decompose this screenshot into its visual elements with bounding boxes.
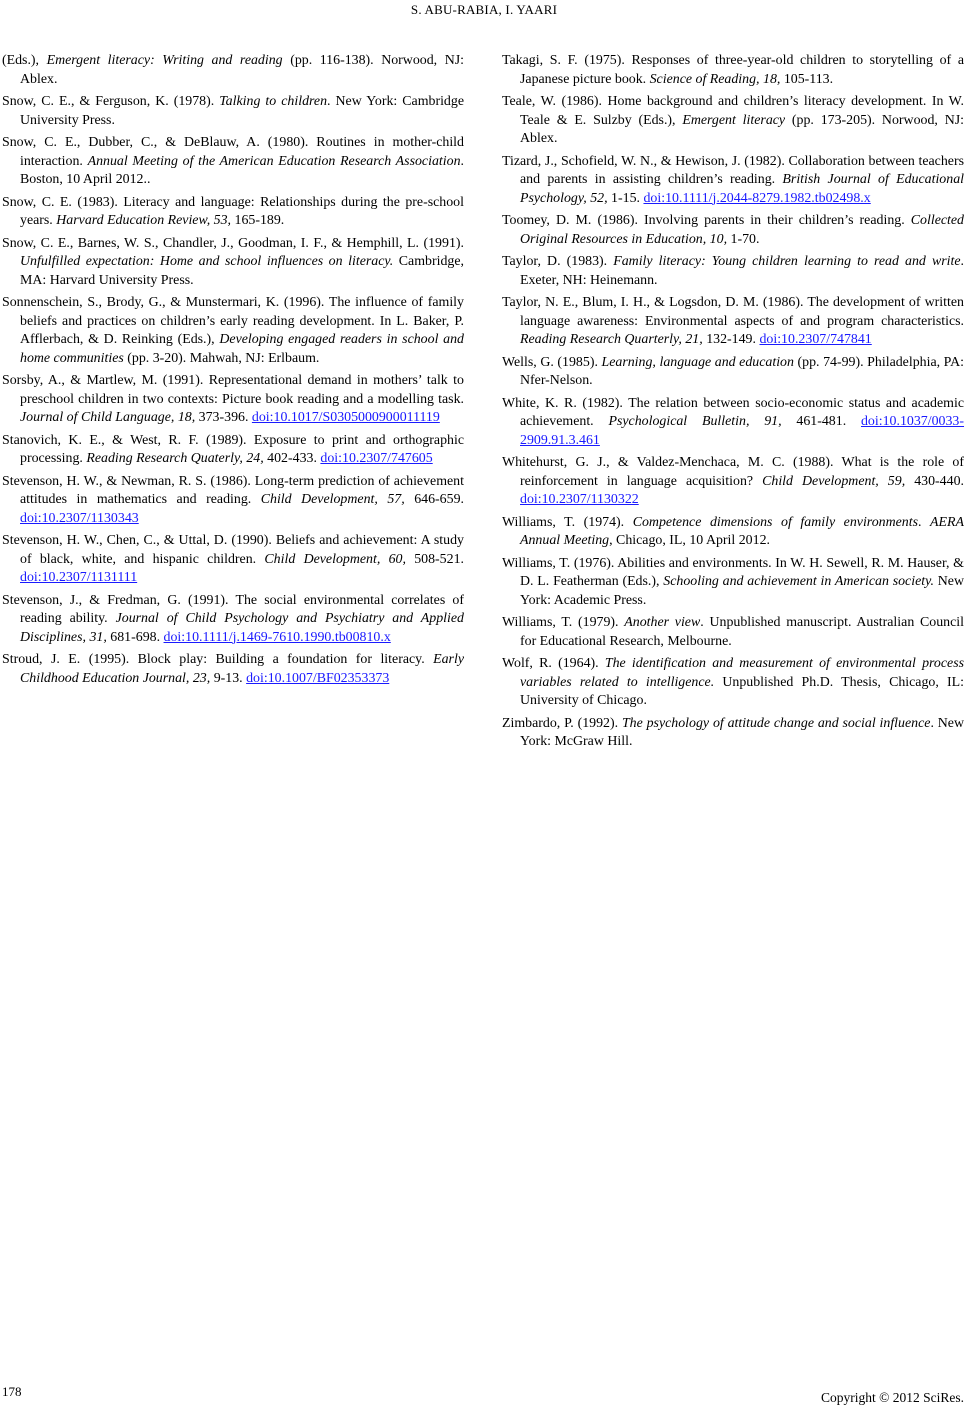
reference-source-title: Science of Reading, 18, [649, 71, 781, 87]
reference-source-title: Competence dimensions of family environments [632, 514, 918, 530]
reference-text: 105-113. [780, 71, 834, 87]
doi-link[interactable]: doi:10.1037/0033-2909.91.3.461 [520, 414, 965, 448]
reference-text: . New York: McGraw Hill. [520, 715, 964, 749]
reference-entry [2, 592, 464, 648]
reference-source-title: Emergent literacy [682, 112, 786, 128]
reference-text: Sonnenschein, S., Brody, G., & Munstermari, K. (1996). The influence of family beliefs and practices on children’s early reading development. In L. Baker, P. Afflerbach, & D. Reinking (Eds.), [2, 295, 464, 347]
reference-entry [502, 395, 964, 451]
reference-entry [502, 294, 964, 350]
reference-text: Williams, T. (1976). Abilities and environments. In W. H. Sewell, R. M. Hauser, & D. L. Featherman (Eds.), [502, 555, 964, 589]
reference-text: Unpublished Ph.D. Thesis, Chicago, IL: University of Chicago. [520, 674, 964, 708]
reference-text: 646-659. [404, 492, 464, 507]
reference-text: 132-149. [702, 332, 760, 347]
reference-text: Cambridge, MA: Harvard University Press. [20, 254, 464, 288]
doi-link[interactable]: doi:10.1111/j.1469-7610.1990.tb00810.x [163, 629, 391, 645]
reference-text: Williams, T. (1974). [502, 514, 633, 530]
reference-text: Wells, G. (1985). [502, 354, 602, 370]
reference-text: Stevenson, J., & Fredman, G. (1991). The social environmental correlates of reading ability. [2, 592, 464, 626]
reference-source-title: Child Development, 57, [260, 492, 405, 507]
reference-text: Snow, C. E., Barnes, W. S., Chandler, J., Goodman, I. F., & Hemphill, L. (1991). [2, 235, 464, 251]
reference-text: Tizard, J., Schofield, W. N., & Hewison, J. (1982). Collaboration between teachers and parents in assisting children’s reading. [502, 153, 964, 187]
doi-link[interactable]: doi:10.2307/1131111 [20, 570, 138, 585]
reference-source-title: Psychological Bulletin, 91, [608, 414, 782, 429]
reference-entry [2, 194, 464, 231]
doi-link[interactable]: doi:10.2307/1130343 [20, 510, 139, 526]
copyright-notice: Copyright © 2012 SciRes. [820, 1390, 964, 1405]
reference-text: 9-13. [210, 670, 247, 686]
reference-text: Snow, C. E., Dubber, C., & DeBlauw, A. (1980). Routines in mother-child interaction. [2, 135, 464, 169]
reference-text: . New York: Cambridge University Press. [20, 94, 464, 128]
reference-entry [502, 715, 964, 752]
reference-entry [502, 655, 964, 711]
references-right-column [502, 52, 964, 756]
reference-entry [2, 473, 464, 529]
reference-source-title: Family literacy: Young children learning to read and write [613, 254, 961, 269]
reference-text: Stevenson, H. W., & Newman, R. S. (1986). Long-term prediction of achievement attitudes in mathematics and reading. [2, 473, 464, 507]
reference-entry [502, 614, 964, 651]
reference-text: (Eds.), [2, 53, 47, 68]
reference-source-title: Learning, language and education [601, 354, 794, 370]
reference-source-title: Child Development, 60, [264, 551, 406, 567]
reference-text: . [918, 514, 931, 530]
reference-text: Zimbardo, P. (1992). [502, 715, 622, 731]
reference-text: . Unpublished manuscript. Australian Council for Educational Research, Melbourne. [520, 615, 964, 649]
reference-text: Stevenson, H. W., Chen, C., & Uttal, D. (1990). Beliefs and achievement: A study of black, white, and hispanic children. [2, 533, 464, 567]
reference-text: Takagi, S. F. (1975). Responses of three-year-old children to storytelling of a Japanese picture book. [502, 53, 964, 87]
reference-text: Stanovich, K. E., & West, R. F. (1989). Exposure to print and orthographic processing. [2, 432, 464, 466]
reference-entry [2, 294, 464, 368]
reference-source-title: Child Development, 59, [762, 473, 906, 489]
reference-source-title: Another view [624, 615, 701, 630]
reference-entry [2, 372, 464, 428]
reference-source-title: Collected Original Resources in Education, 10, [520, 213, 964, 247]
reference-entry [2, 134, 464, 190]
doi-link[interactable]: doi:10.1017/S0305000900011119 [251, 410, 440, 425]
reference-text: (pp. 173-205). Norwood, NJ: Ablex. [520, 112, 964, 146]
reference-text: White, K. R. (1982). The relation between socio-economic status and academic achievement. [502, 395, 964, 429]
reference-source-title: Journal of Child Psychology and Psychiatry and Applied Disciplines, 31, [20, 611, 464, 645]
reference-entry [502, 354, 964, 391]
reference-text: Williams, T. (1979). [502, 615, 625, 630]
doi-link[interactable]: doi:10.1007/BF02353373 [246, 670, 390, 686]
reference-text: 1-15. [607, 190, 644, 206]
reference-text: , Chicago, IL, 10 April 2012. [609, 533, 770, 548]
reference-source-title: Early Childhood Education Journal, 23, [20, 652, 464, 686]
reference-text: Sorsby, A., & Martlew, M. (1991). Representational demand in mothers’ talk to preschool children in two contexts: Picture book reading and a modelling task. [2, 373, 464, 407]
page-number: 178 [2, 1384, 22, 1399]
reference-entry [502, 52, 964, 89]
reference-text: (pp. 116-138). Norwood, NJ: Ablex. [20, 53, 464, 87]
reference-source-title: Developing engaged readers in school and home communities [20, 332, 465, 366]
doi-link[interactable]: doi:10.1111/j.2044-8279.1982.tb02498.x [643, 190, 871, 206]
reference-entry [2, 52, 464, 89]
reference-entry [502, 555, 964, 611]
doi-link[interactable]: doi:10.2307/747605 [320, 451, 433, 466]
reference-text: Teale, W. (1986). Home background and children’s literacy development. In W. Teale & E. Sulzby (Eds.), [502, 94, 964, 128]
reference-text: (pp. 74-99). Philadelphia, PA: Nfer-Nelson. [520, 354, 965, 388]
reference-source-title: Harvard Education Review, 53, [56, 213, 232, 228]
reference-source-title: Annual Meeting of the American Education Research Association [87, 153, 461, 169]
reference-entry [502, 153, 964, 209]
reference-entry [502, 454, 964, 510]
references-left-column [2, 52, 464, 692]
reference-text: Stroud, J. E. (1995). Block play: Building a foundation for literacy. [2, 652, 434, 667]
reference-source-title: The psychology of attitude change and social influence [621, 715, 931, 731]
reference-text: 461-481. [781, 414, 861, 429]
reference-text: New York: Academic Press. [520, 574, 965, 608]
reference-text: 681-698. [106, 629, 164, 645]
reference-entry [2, 235, 464, 291]
reference-entry [502, 212, 964, 249]
reference-source-title: Journal of Child Language, 18, [20, 410, 196, 425]
reference-source-title: Schooling and achievement in American society. [663, 574, 934, 589]
reference-source-title: British Journal of Educational Psychology, 52, [520, 172, 965, 206]
reference-text: Taylor, N. E., Blum, I. H., & Logsdon, D. M. (1986). The development of written language awareness: Environmental aspects of and program characteristics. [502, 295, 964, 329]
reference-source-title: Unfulfilled expectation: Home and school influences on literacy. [20, 254, 394, 269]
reference-entry [2, 532, 464, 588]
reference-text: Snow, C. E., & Ferguson, K. (1978). [2, 94, 220, 109]
reference-source-title: Emergent literacy: Writing and reading [46, 53, 283, 68]
reference-entry [502, 93, 964, 149]
reference-text: Snow, C. E. (1983). Literacy and language: Relationships during the pre-school years. [2, 194, 464, 228]
reference-text: . Exeter, NH: Heinemann. [520, 254, 964, 288]
running-header: S. ABU-RABIA, I. YAARI [410, 2, 558, 17]
reference-text: Whitehurst, G. J., & Valdez-Menchaca, M. C. (1988). What is the role of reinforcement in language acquisition? [502, 455, 964, 489]
reference-text: . Boston, 10 April 2012.. [20, 153, 464, 187]
doi-link[interactable]: doi:10.2307/747841 [759, 332, 872, 347]
reference-entry [2, 93, 464, 130]
reference-text: 165-189. [231, 213, 285, 228]
reference-text: 508-521. [405, 551, 464, 567]
doi-link[interactable]: doi:10.2307/1130322 [520, 492, 639, 507]
reference-text: 430-440. [905, 473, 964, 489]
reference-text: Taylor, D. (1983). [502, 254, 614, 269]
reference-text: 373-396. [195, 410, 252, 425]
reference-entry [502, 253, 964, 290]
reference-source-title: Reading Research Quarterly, 21, [520, 332, 703, 347]
reference-source-title: Talking to children [219, 94, 328, 109]
reference-source-title: AERA Annual Meeting [520, 514, 964, 548]
reference-text: Wolf, R. (1964). [502, 656, 605, 671]
reference-source-title: Reading Research Quaterly, 24, [86, 451, 264, 466]
reference-entry [2, 432, 464, 469]
reference-text: 1-70. [727, 231, 760, 247]
reference-entry [502, 514, 964, 551]
reference-text: (pp. 3-20). Mahwah, NJ: Erlbaum. [123, 350, 320, 366]
reference-text: Toomey, D. M. (1986). Involving parents in their children’s reading. [502, 213, 911, 228]
reference-text: 402-433. [263, 451, 321, 466]
reference-entry [2, 651, 464, 688]
reference-source-title: The identification and measurement of environmental process variables related to intelligence. [520, 656, 965, 690]
